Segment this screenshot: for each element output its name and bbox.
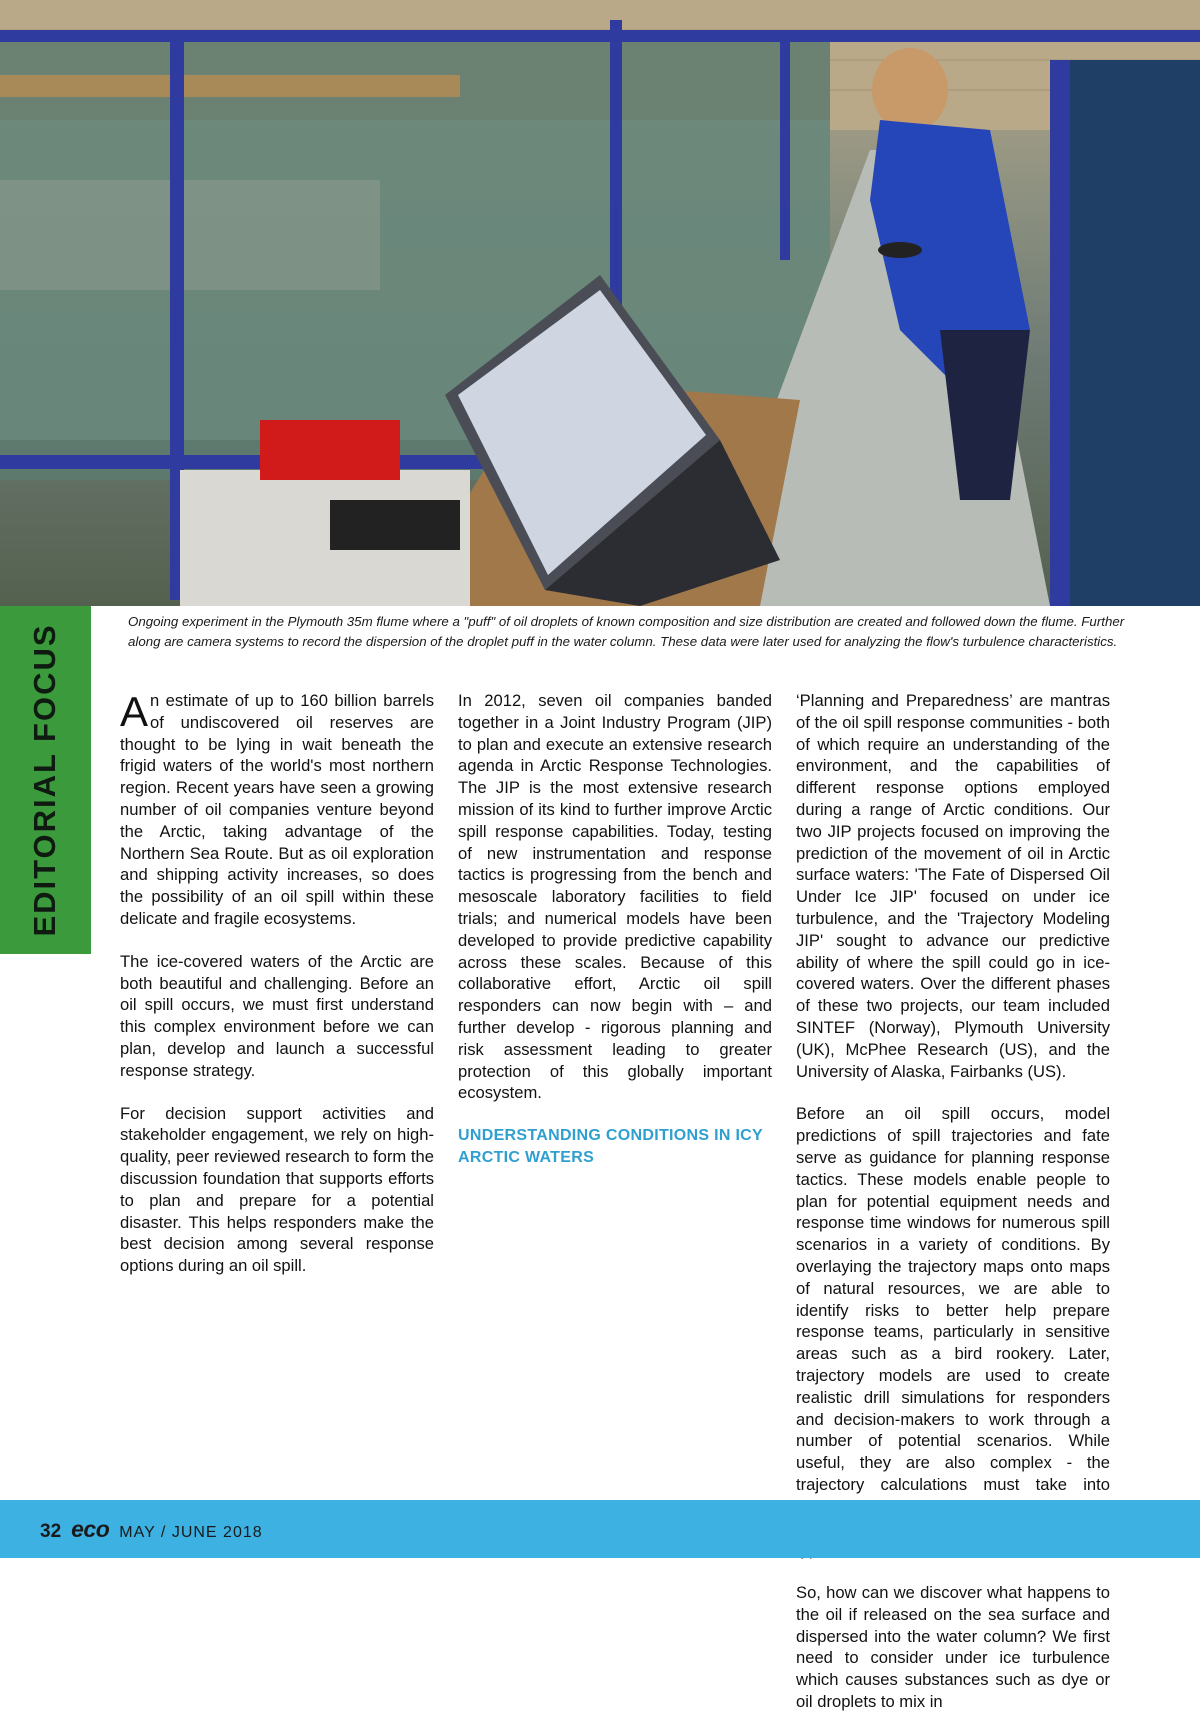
issue-date: MAY / JUNE 2018: [119, 1524, 263, 1541]
drop-cap: A: [120, 688, 149, 735]
page-footer: [0, 1500, 1200, 1558]
article-paragraph-6: Before an oil spill occurs, model predictions of spill trajectories and fate serve as guidance for planning response tactics. These models enable people to plan for potential equipment needs and response time windows for numerous spill scenarios in a variety of conditions. By overlaying the trajectory maps onto maps of natural resources, we are able to identify risks to better help prepare response teams, particularly in sensitive areas such as a bird rookery. Later, trajectory models are used to create realistic drill simulations for responders and decision-makers to work through a number of potential scenarios. While useful, they are also complex - the trajectory calculations must take into: [796, 1104, 1110, 1494]
article-paragraph-3: For decision support activities and stakeholder engagement, we rely on high-quality, peer reviewed research to form the discussion foundation that supports efforts to plan and prepare for a potential disaster. This helps responders make the best decision among several response options during an oil spill.: [120, 1103, 434, 1276]
section-subheading: UNDERSTANDING CONDITIONS IN ICY ARCTIC WATERS: [458, 1127, 763, 1166]
page-number: 32: [40, 1521, 62, 1542]
paragraph-1-text: n estimate of up to 160 billion barrels of undiscovered oil reserves are thought to be lying in wait beneath the frigid waters of the world's most northern region. Recent years have seen a growing number of oil companies venture beyond the Arctic, taking advantage of the Northern Sea Route. But as oil exploration and shipping activity increases, so does the possibility of an oil spill within these delicate and fragile ecosystems.: [120, 691, 434, 928]
article-column-1: [120, 690, 434, 1298]
photo-illustration: [0, 0, 1200, 606]
lab-flume-photo: [0, 0, 1200, 606]
article-paragraph-1: [120, 690, 434, 930]
article-paragraph-2: The ice-covered waters of the Arctic are both beautiful and challenging. Before an oil spill occurs, we must first understand this complex environment before we can plan, develop and launch a successful response strategy.: [120, 951, 434, 1080]
article-column-3: [796, 690, 1110, 1734]
article-paragraph-7: So, how can we discover what happens to the oil if released on the sea surface and dispersed into the water column? We first need to consider under ice turbulence which causes substances such as dye or oil droplets to mix in: [796, 1583, 1110, 1712]
paragraph-4-continued: In 2012, seven oil companies banded together in a Joint Industry Program (JIP) to plan and execute an extensive research agenda in Arctic Response Technologies. The JIP is the most extensive research mission of its kind to further improve Arctic spill response capabilities. Today, testing of new instrumentation and response tactics is progressing from the bench and mesoscale laboratory facilities to field trials; and numerical models have been developed to provide predictive capability across these scales. Because of this collaborative effort, Arctic oil spill responders can now begin with – and further develop - rigorous planning and risk assessment leading to greater protection of this globally important ecosystem.: [458, 691, 772, 1103]
magazine-logo: eco: [71, 1516, 110, 1542]
paragraph-5-continued: ‘Planning and Preparedness’ are mantras of the oil spill response communities - both of which require an understanding of the environment, and the capabilities of different response options employed during a range of Arctic conditions. Our two JIP projects focused on improving the prediction of the movement of oil in Arctic surface waters: 'The Fate of Dispersed Oil Under Ice JIP' focused on under ice turbulence, and the 'Trajectory Modeling JIP' sought to advance our predictive ability of where the spill could go in ice-covered waters. Over the different phases of these two projects, our team included SINTEF (Norway), Plymouth University (UK), McPhee Research (US), and the University of Alaska, Fairbanks (US).: [796, 691, 1110, 1081]
photo-caption: Ongoing experiment in the Plymouth 35m flume where a "puff" of oil droplets of known composition and size distribution are created and followed down the flume. Further along are camera systems to record the dispersion of the droplet puff in the water column. These data were later used for analyzing the flow's turbulence characteristics.: [128, 614, 1125, 649]
article-column-2: [458, 690, 772, 1190]
editorial-focus-label: EDITORIAL FOCUS: [27, 623, 62, 937]
